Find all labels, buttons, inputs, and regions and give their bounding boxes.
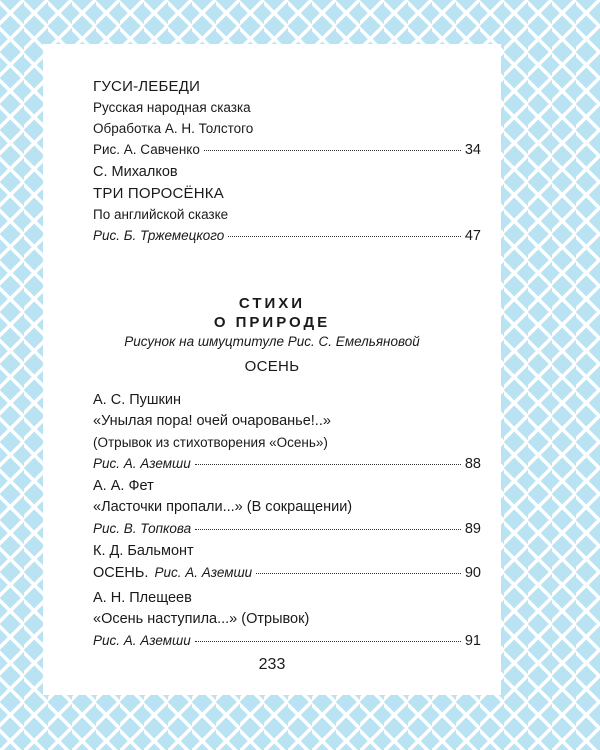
entry-illustrator: Рис. В. Топкова: [93, 521, 192, 536]
entry-title: ОСЕНЬ.: [93, 565, 149, 581]
entry-genre: Русская народная сказка: [93, 100, 251, 115]
toc-entry-goose-swans[interactable]: [93, 76, 481, 161]
entry-title: «Унылая пора! очей очарованье!..»: [93, 413, 331, 429]
entry-illustrator: Рис. А. Аземши: [93, 633, 191, 648]
toc-entry-balmont[interactable]: [93, 541, 481, 584]
book-page: [43, 44, 501, 695]
section-subtitle: Рисунок на шмуцтитуле Рис. С. Емельяновой: [124, 334, 420, 349]
entry-page-number: 47: [464, 228, 481, 244]
entry-source: По английской сказке: [93, 207, 229, 222]
entry-illustrator-row: [93, 139, 481, 161]
entry-page-number: 90: [464, 565, 481, 581]
toc-entry-pleshcheev[interactable]: [93, 588, 481, 652]
toc-entry-pushkin[interactable]: [93, 390, 481, 475]
entry-page-number: 88: [464, 456, 481, 472]
entry-author: А. С. Пушкин: [93, 392, 182, 408]
page-number: 233: [258, 656, 286, 673]
section-heading: [43, 294, 501, 352]
entry-illustrator: Рис. А. Аземши: [93, 456, 191, 471]
entry-page-number: 91: [464, 633, 481, 649]
dot-leader: [195, 464, 461, 465]
entry-page-number: 34: [464, 142, 481, 158]
entry-author: С. Михалков: [93, 164, 178, 180]
subsection-title: ОСЕНЬ: [244, 358, 300, 375]
entry-illustrator: Рис. А. Савченко: [93, 142, 200, 157]
entry-illustrator-row: [93, 518, 481, 540]
entry-note: (Отрывок из стихотворения «Осень»): [93, 435, 328, 450]
dot-leader: [195, 529, 461, 530]
section-title-line2: О ПРИРОДЕ: [213, 314, 331, 331]
section-title-line1: СТИХИ: [238, 295, 306, 312]
entry-title: «Ласточки пропали...» (В сокращении): [93, 499, 353, 515]
dot-leader: [204, 150, 461, 151]
entry-title: «Осень наступила...» (Отрывок): [93, 611, 310, 627]
entry-illustrator-row: [93, 630, 481, 652]
entry-title-row: [93, 562, 481, 584]
entry-illustrator-row: [93, 225, 481, 247]
entry-title: ГУСИ-ЛЕБЕДИ: [93, 78, 201, 95]
dot-leader: [195, 641, 461, 642]
entry-page-number: 89: [464, 521, 481, 537]
entry-author: А. А. Фет: [93, 478, 154, 494]
dot-leader: [228, 236, 461, 237]
toc-entry-fet[interactable]: [93, 476, 481, 540]
entry-title: ТРИ ПОРОСЁНКА: [93, 185, 224, 202]
entry-illustrator-row: [93, 453, 481, 475]
entry-adaptation: Обработка А. Н. Толстого: [93, 121, 254, 136]
toc-entry-three-pigs[interactable]: [93, 162, 481, 247]
dot-leader: [256, 573, 461, 574]
entry-illustrator: Рис. Б. Тржемецкого: [93, 228, 225, 243]
entry-author: К. Д. Бальмонт: [93, 543, 194, 559]
entry-illustrator: Рис. А. Аземши: [154, 565, 253, 580]
entry-author: А. Н. Плещеев: [93, 590, 192, 606]
